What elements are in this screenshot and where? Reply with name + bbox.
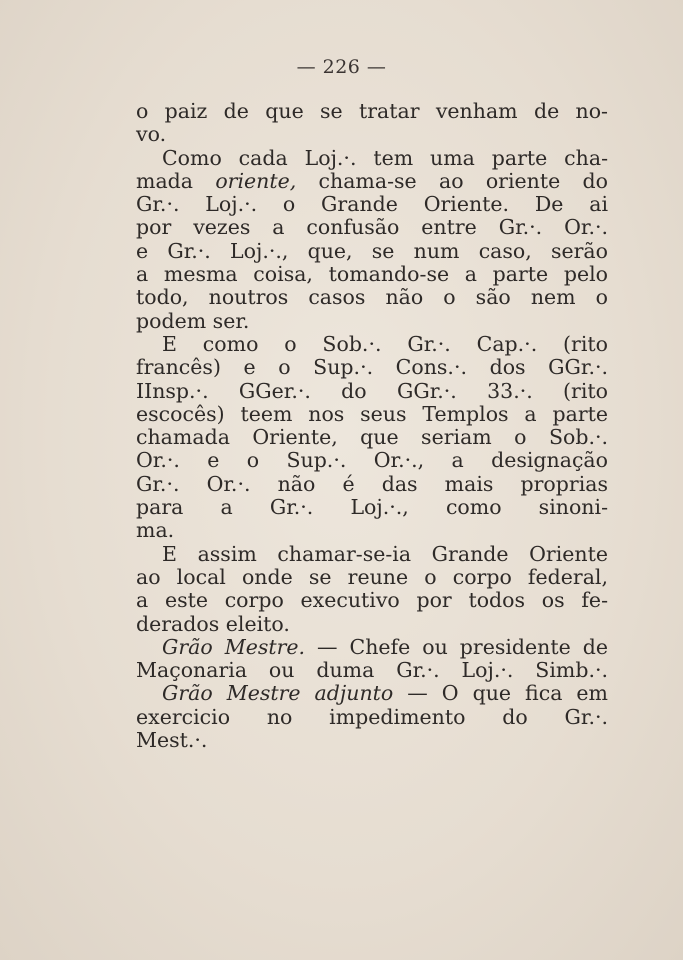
line-text: chama-se ao oriente do [296,168,608,193]
text-line: podem ser. [136,308,250,333]
text-line: Mest.·. [136,728,208,753]
text-line: Como cada Loj.·. tem uma parte cha- [162,145,608,170]
text-line: IInsp.·. GGer.·. do GGr.·. 33.·. (rito [136,378,608,403]
text-line: exercicio no impedimento do Gr.·. [136,704,608,729]
italic-term: Grão Mestre. [162,634,306,659]
text-line: chamada Oriente, que seriam o Sob.·. [136,425,608,450]
page-number: — 226 — [296,56,387,78]
text-line: a este corpo executivo por todos os fe- [136,588,608,613]
text-line: e Gr.·. Loj.·., que, se num caso, serão [136,238,608,263]
text-line: vo. [136,122,167,147]
text-line: francês) e o Sup.·. Cons.·. dos GGr.·. [136,355,608,380]
text-line: o paiz de que se tratar venham de no- [136,99,608,123]
line-text: — Chefe ou presidente de [305,634,608,659]
italic-term: Grão Mestre adjunto [162,681,394,706]
text-line: E como o Sob.·. Gr.·. Cap.·. (rito [162,331,608,356]
italic-term: oriente, [215,168,297,193]
text-line: Gr.·. Or.·. não é das mais proprias [136,471,608,496]
text-line: Or.·. e o Sup.·. Or.·., a designação [136,448,608,473]
body-text [136,100,608,752]
line-text: — O que fica em [393,681,608,706]
text-line: todo, noutros casos não o são nem o [136,285,608,310]
text-line: por vezes a confusão entre Gr.·. Or.·. [136,215,608,240]
text-line: escocês) teem nos seus Templos a parte [136,401,608,426]
text-line [136,170,608,193]
text-line [136,636,608,659]
text-line: Gr.·. Loj.·. o Grande Oriente. De ai [136,192,608,217]
text-line: Maçonaria ou duma Gr.·. Loj.·. Simb.·. [136,658,608,683]
line-text: mada [136,168,216,193]
text-line: ao local onde se reune o corpo federal, [136,564,608,589]
text-line: para a Gr.·. Loj.·., como sinoni- [136,495,608,520]
text-line [136,682,608,705]
text-line: E assim chamar-se-ia Grande Oriente [162,541,608,566]
text-line: ma. [136,518,175,543]
text-line: a mesma coisa, tomando-se a parte pelo [136,262,608,287]
text-line: derados eleito. [136,611,290,636]
